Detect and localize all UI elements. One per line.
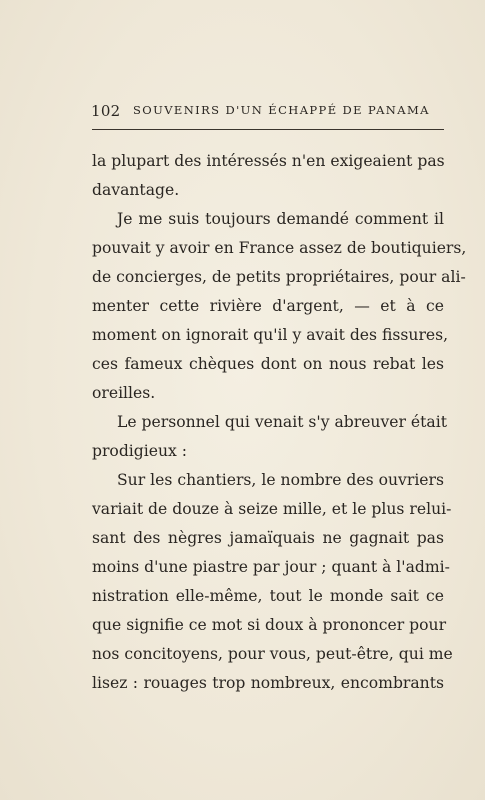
header-rule — [92, 129, 444, 130]
page-number: 102 — [91, 102, 121, 120]
text-line: ces fameux chèques dont on nous rebat les — [92, 355, 444, 373]
text-line: moins d'une piastre par jour ; quant à l'admi- — [92, 558, 450, 576]
text-line: moment on ignorait qu'il y avait des fissures, — [92, 326, 449, 344]
text-line: Sur les chantiers, le nombre des ouvriers — [117, 471, 444, 489]
body-text — [92, 147, 467, 698]
text-line: sant des nègres jamaïquais ne gagnait pas — [92, 529, 444, 547]
text-line: prodigieux : — [92, 442, 188, 460]
running-head — [91, 102, 451, 122]
text-line: Je me suis toujours demandé comment il — [117, 210, 444, 228]
text-line: lisez : rouages trop nombreux, encombrants — [92, 674, 444, 692]
text-line: que signifie ce mot si doux à prononcer pour — [92, 616, 447, 634]
text-line: variait de douze à seize mille, et le plus relui- — [92, 500, 452, 518]
running-title: SOUVENIRS D'UN ÉCHAPPÉ DE PANAMA — [133, 103, 430, 117]
text-line: davantage. — [92, 181, 180, 199]
text-line: nistration elle-même, tout le monde sait ce — [92, 587, 444, 605]
text-line: nos concitoyens, pour vous, peut-être, qui me — [92, 645, 453, 663]
text-line: pouvait y avoir en France assez de boutiquiers, — [92, 239, 467, 257]
text-line: la plupart des intéressés n'en exigeaient pas — [92, 152, 445, 170]
text-line: Le personnel qui venait s'y abreuver était — [117, 413, 447, 431]
text-line: de concierges, de petits propriétaires, pour ali- — [92, 268, 466, 286]
text-line: menter cette rivière d'argent, — et à ce — [92, 297, 444, 315]
text-line: oreilles. — [92, 384, 156, 402]
